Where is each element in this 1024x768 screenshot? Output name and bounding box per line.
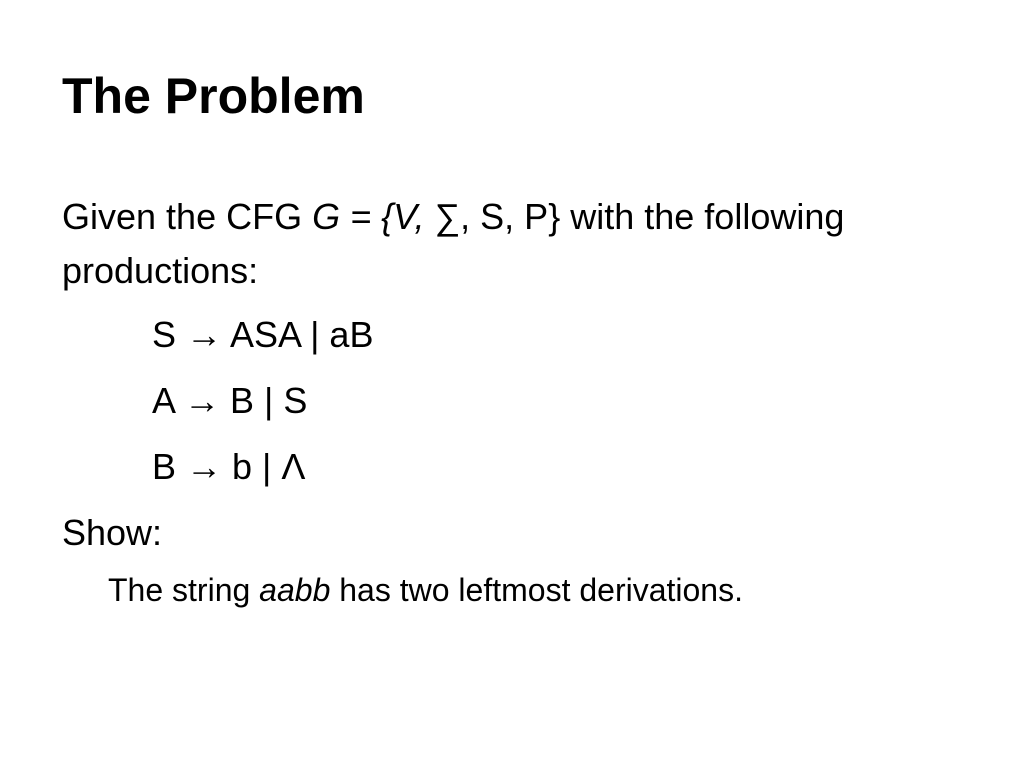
task-text	[108, 568, 743, 612]
production-a: A → B | S	[152, 380, 308, 421]
task-prefix: The string	[108, 572, 260, 608]
production-b: B → b | Λ	[152, 446, 306, 487]
intro-suffix: with the following	[560, 196, 845, 237]
intro-text	[62, 190, 844, 244]
slide-title: The Problem	[62, 68, 365, 124]
task-string: aabb	[259, 572, 331, 608]
show-label: Show:	[62, 512, 163, 553]
grammar-italic: G = {V,	[312, 196, 425, 237]
task-suffix: has two leftmost derivations.	[330, 572, 743, 608]
grammar-rest: ∑, S, P}	[424, 196, 561, 237]
production-s: S → ASA | aB	[152, 314, 374, 355]
intro-line2: productions:	[62, 250, 259, 291]
intro-prefix: Given the CFG	[62, 196, 313, 237]
